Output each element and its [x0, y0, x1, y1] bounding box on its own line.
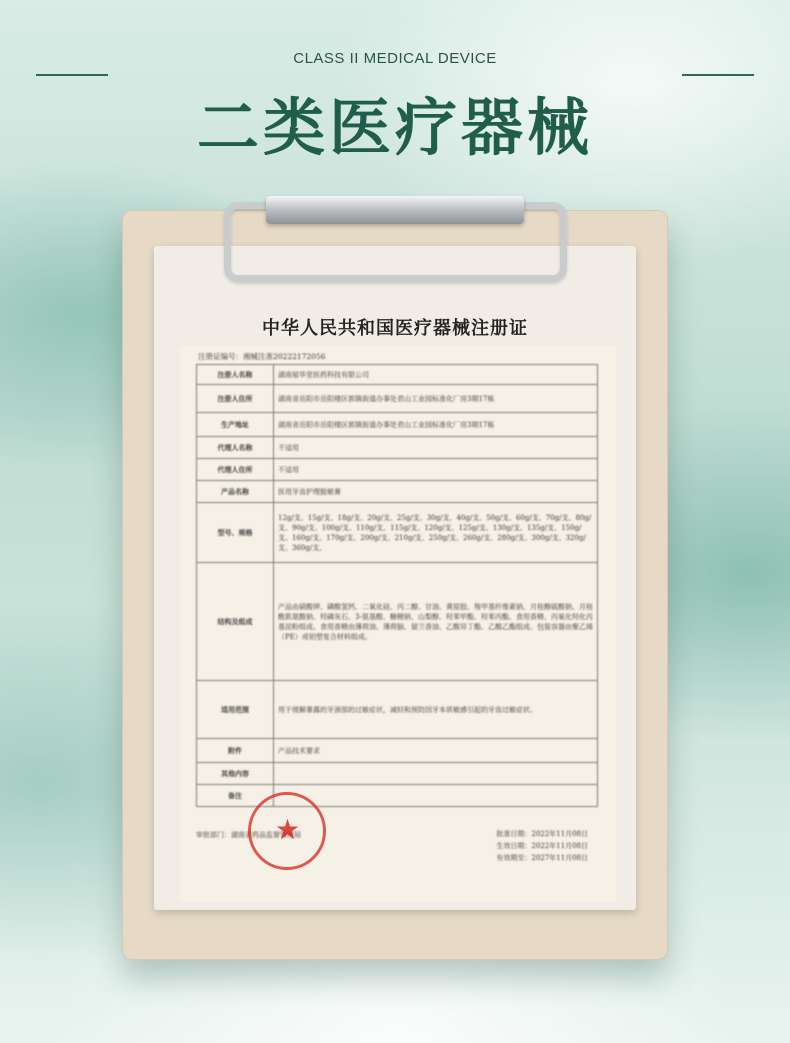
page-title: 二类医疗器械	[196, 91, 593, 164]
page-subtitle: CLASS II MEDICAL DEVICE	[293, 50, 497, 67]
row-label: 注册人住所	[197, 385, 274, 413]
row-value: 医用牙齿护理脱敏膏	[274, 481, 598, 503]
table-row	[197, 503, 598, 563]
expiry-date: 有效期至：2027年11月08日	[496, 854, 588, 862]
row-value: 用于缓解暴露的牙颈部的过敏症状，减轻和预防因牙本质敏感引起的牙齿过敏症状。	[274, 681, 598, 739]
row-label: 生产地址	[197, 413, 274, 437]
row-label: 备注	[197, 785, 274, 807]
row-label: 适用范围	[197, 681, 274, 739]
table-row	[197, 739, 598, 763]
row-label: 产品名称	[197, 481, 274, 503]
row-label: 附件	[197, 739, 274, 763]
table-row	[197, 437, 598, 459]
row-value	[274, 763, 598, 785]
certificate-document	[180, 346, 616, 902]
certificate-title: 中华人民共和国医疗器械注册证	[262, 318, 528, 339]
row-value: 12g/支、15g/支、18g/支、20g/支、25g/支、30g/支、40g/支、50g/支、60g/支、70g/支、80g/支、90g/支、100g/支、110g/支、115g/支、120g/支、125g/支、130g/支、135g/支、150g/支、160g/支、170g/支、200g/支、210g/支、250g/支、260g/支、280g/支、300g/支、320g/支、360g/支。	[274, 503, 598, 563]
table-row	[197, 681, 598, 739]
table-row	[197, 459, 598, 481]
table-row	[197, 785, 598, 807]
effective-date: 生效日期：2022年11月08日	[496, 842, 588, 850]
table-row	[197, 365, 598, 385]
table-row	[197, 385, 598, 413]
clipboard-clip-bar	[266, 196, 524, 224]
row-value: 不适用	[274, 437, 598, 459]
table-row	[197, 763, 598, 785]
certificate-table	[196, 364, 598, 807]
row-label: 结构及组成	[197, 563, 274, 681]
row-label: 代理人名称	[197, 437, 274, 459]
header-right-rule	[682, 74, 754, 76]
row-value: 湖南省岳阳市岳阳楼区郭镇街道办事处君山工业园标准化厂房3期17栋	[274, 413, 598, 437]
row-value: 产品技术要求	[274, 739, 598, 763]
table-row	[197, 481, 598, 503]
approval-department: 审批部门：湖南省药品监督管理局	[196, 831, 301, 839]
row-label: 注册人名称	[197, 365, 274, 385]
row-value: 湖南省岳阳市岳阳楼区郭镇街道办事处君山工业园标准化厂房3期17栋	[274, 385, 598, 413]
row-value: 湖南郁华堂医药科技有限公司	[274, 365, 598, 385]
approval-date: 批准日期：2022年11月08日	[496, 830, 588, 838]
row-label: 代理人住所	[197, 459, 274, 481]
row-label: 型号、规格	[197, 503, 274, 563]
official-seal-stamp	[248, 792, 326, 870]
seal-star-icon: ★	[275, 813, 301, 846]
certificate-reg-no: 注册证编号：湘械注准20222172056	[198, 352, 326, 361]
row-value	[274, 785, 598, 807]
row-value: 不适用	[274, 459, 598, 481]
table-row	[197, 563, 598, 681]
row-label: 其他内容	[197, 763, 274, 785]
header-left-rule	[36, 74, 108, 76]
row-value: 产品由硝酸钾、磷酸氢钙、二氧化硅、丙二醇、甘油、黄原胶、羧甲基纤维素钠、月桂醇硫酸钠、月桂酰肌氨酸钠、羟磷灰石、3-氨基酸、糖精钠、山梨醇、羟苯甲酯、羟苯丙酯、食用香精、丙氧化羟化丙基淀粉组成。食用香精由薄荷油、薄荷脑、留兰香油、乙酸异丁酯、乙酸乙酯组成。包装容器由聚乙烯（PE）或铝塑复合材料组成。	[274, 563, 598, 681]
certificate-dates	[496, 828, 588, 864]
table-row	[197, 413, 598, 437]
